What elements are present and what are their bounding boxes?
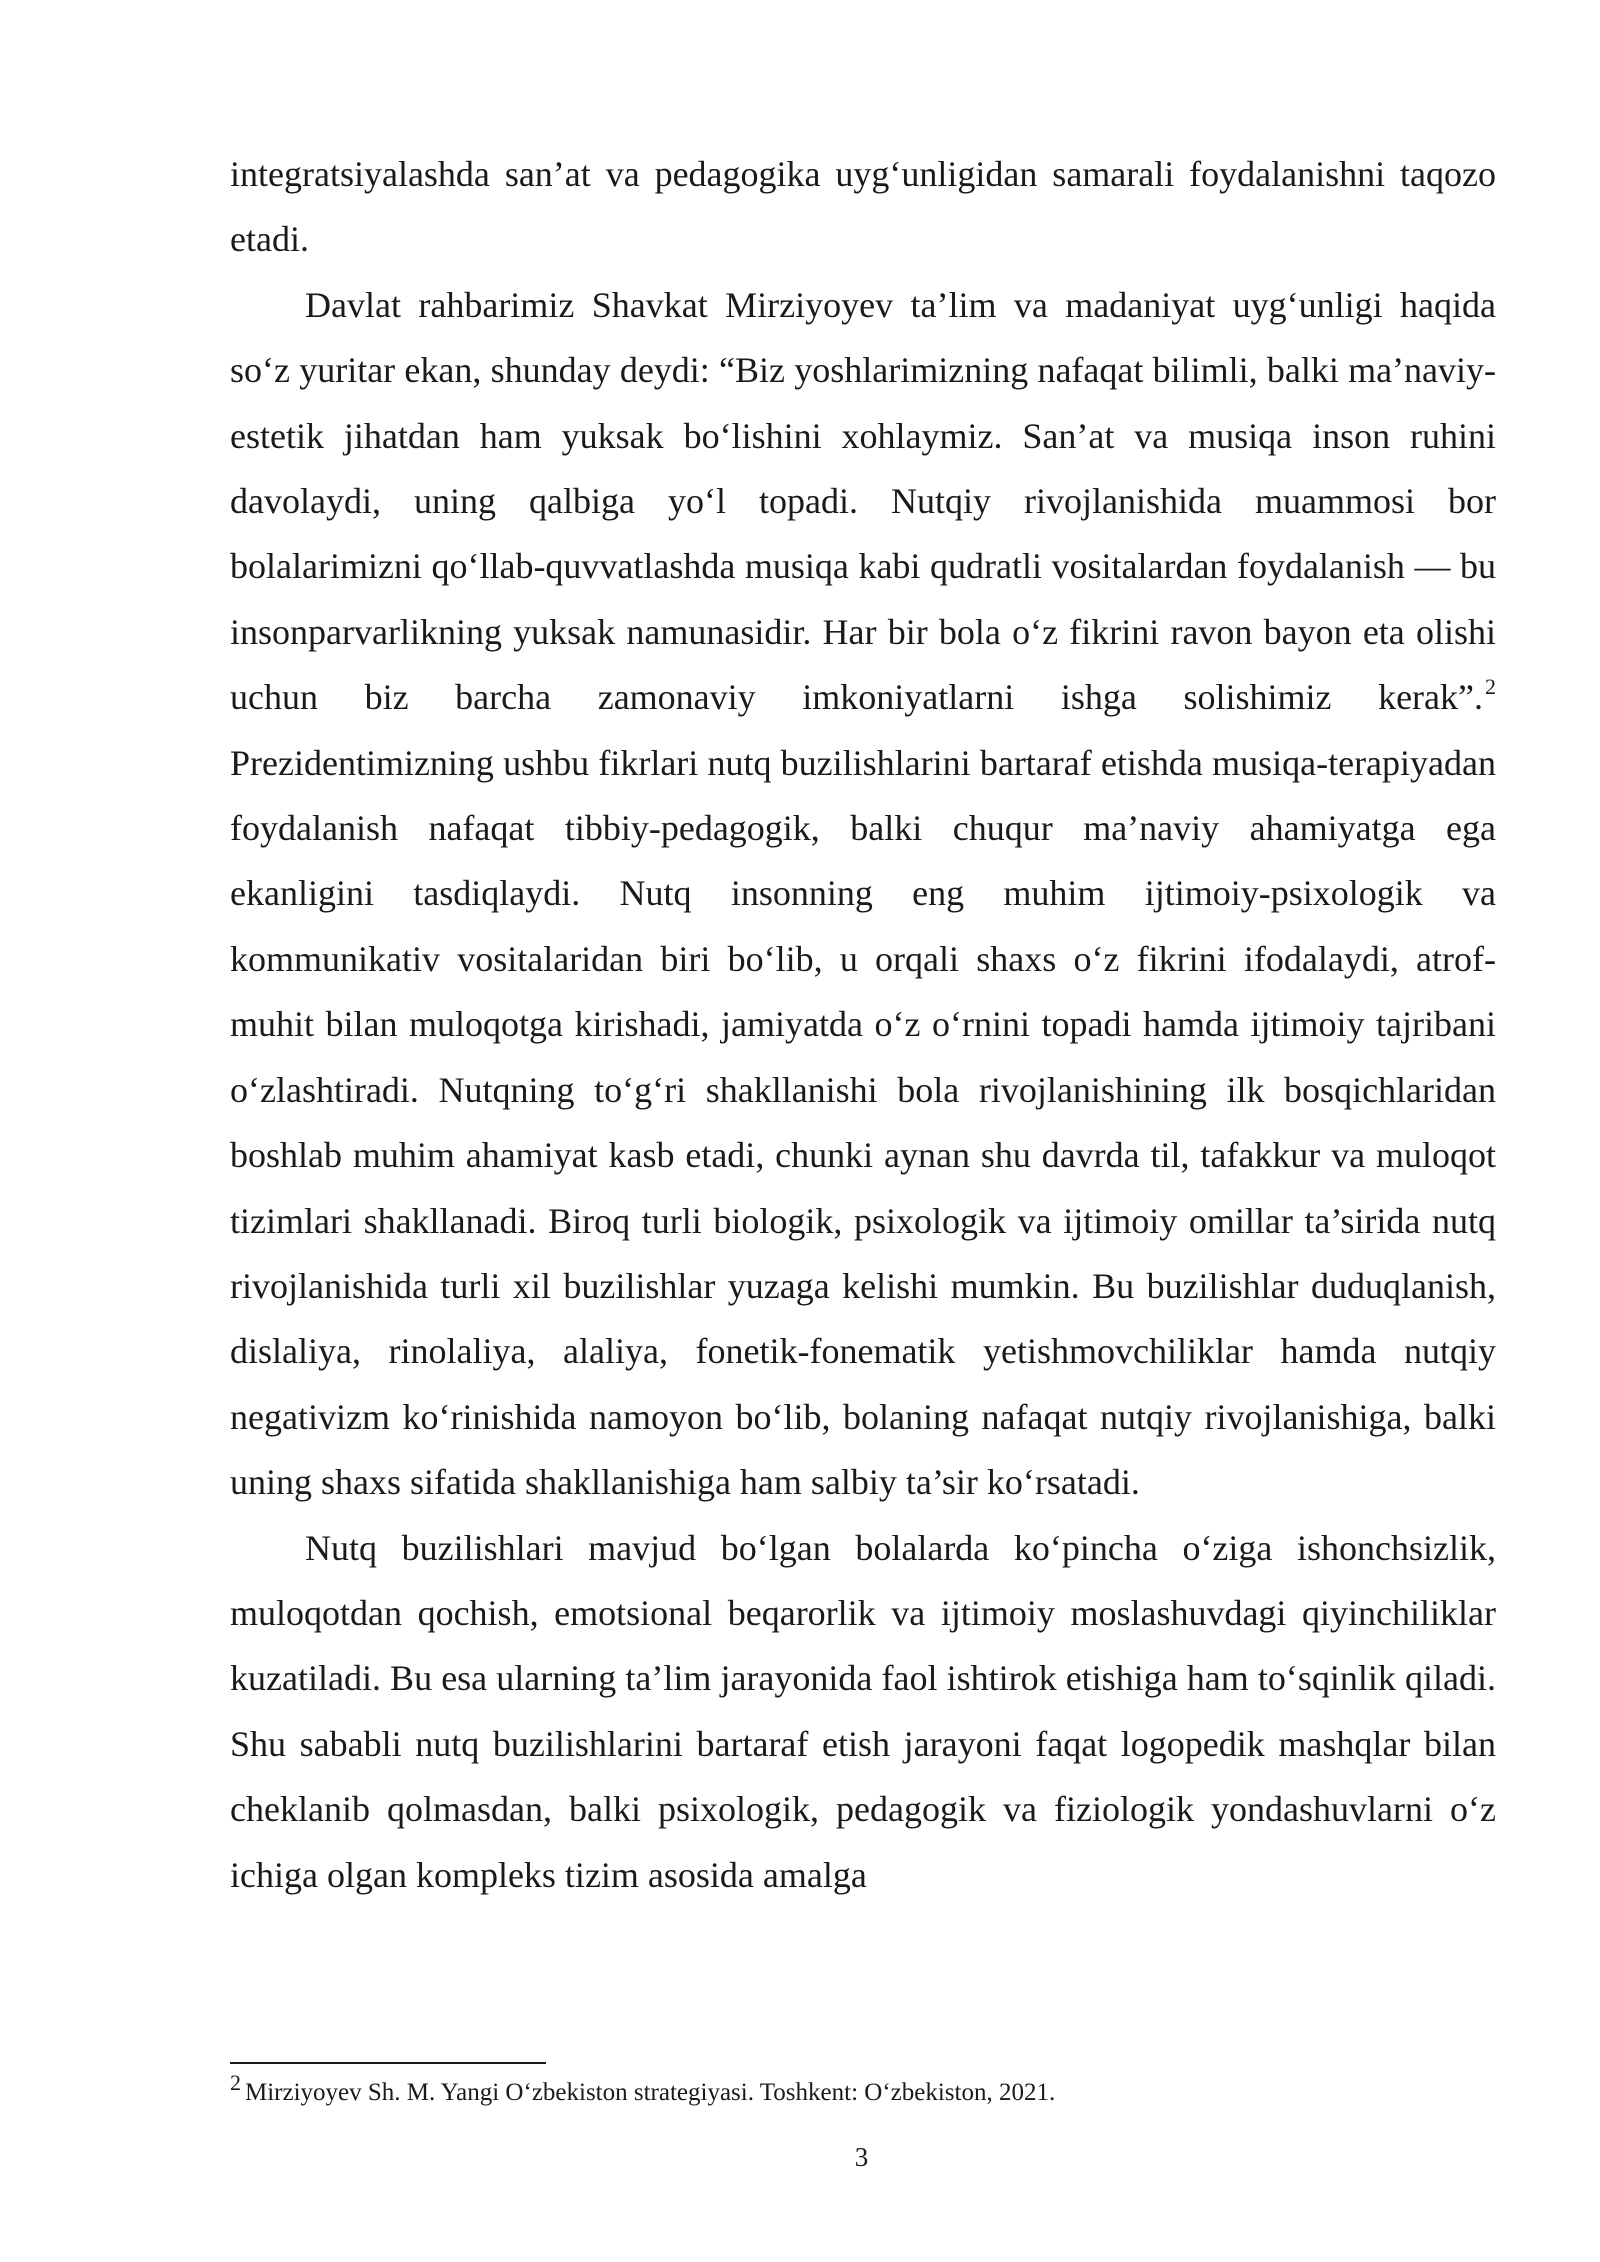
quote-commentary-text: Prezidentimizning ushbu fikrlari nutq buzilishlarini bartaraf etishda musiqa-terapiyadan foydalanish nafaqat tibbiy-pedagogik, balki chuqur ma’naviy ahamiyatga ega ekanligini tasdiqlaydi. Nutq insonning eng muhim ijtimoiy-psixologik va kommunikativ vositalaridan biri bo‘lib, u orqali shaxs o‘z fikrini ifodalaydi, atrof-muhit bilan muloqotga kirishadi, jamiyatda o‘z o‘rnini topadi hamda ijtimoiy tajribani o‘zlashtiradi. Nutqning to‘g‘ri shakllanishi bola rivojlanishining ilk bosqichlaridan boshlab muhim ahamiyat kasb etadi, chunki aynan shu davrda til, tafakkur va muloqot tizimlari shakllanadi. Biroq turli biologik, psixologik va ijtimoiy omillar ta’sirida nutq rivojlanishida turli xil buzilishlar yuzaga kelishi mumkin. Bu buzilishlar duduqlanish, dislaliya, rinolaliya, alaliya, fonetik-fonematik yetishmovchiliklar hamda nutqiy negativizm ko‘rinishida namoyon bo‘lib, bolaning nafaqat nutqiy rivojlanishiga, balki uning shaxs sifatida shakllanishiga ham salbiy ta’sir ko‘rsatadi.	[230, 742, 1496, 1503]
footnote-marker: 2	[230, 2070, 241, 2095]
paragraph-president-quote	[230, 273, 1496, 1516]
paragraph-continuation: integratsiyalashda san’at va pedagogika uyg‘unligidan samarali foydalanishni taqozo etadi.	[230, 154, 1496, 260]
footnote-reference[interactable]: 2	[1485, 674, 1496, 700]
footnote-text: Mirziyoyev Sh. M. Yangi O‘zbekiston strategiyasi. Toshkent: O‘zbekiston, 2021.	[245, 2079, 1056, 2106]
page-number: 3	[854, 2142, 869, 2172]
document-body	[230, 142, 1496, 1908]
quote-text: Davlat rahbarimiz Shavkat Mirziyoyev ta’lim va madaniyat uyg‘unligi haqida so‘z yuritar ekan, shunday deydi: “Biz yoshlarimizning nafaqat bilimli, balki ma’naviy-estetik jihatdan ham yuksak bo‘lishini xohlaymiz. San’at va musiqa inson ruhini davolaydi, uning qalbiga yo‘l topadi. Nutqiy rivojlanishida muammosi bor bolalarimizni qo‘llab-quvvatlashda musiqa kabi qudratli vositalardan foydalanish — bu insonparvarlikning yuksak namunasidir. Har bir bola o‘z fikrini ravon bayon eta olishi uchun biz barcha zamonaviy imkoniyatlarni ishga solishimiz kerak”.	[230, 284, 1496, 718]
paragraph-speech-disorders: Nutq buzilishlari mavjud bo‘lgan bolalarda ko‘pincha o‘ziga ishonchsizlik, muloqotdan qochish, emotsional beqarorlik va ijtimoiy moslashuvdagi qiyinchiliklar kuzatiladi. Bu esa ularning ta’lim jarayonida faol ishtirok etishiga ham to‘sqinlik qiladi. Shu sababli nutq buzilishlarini bartaraf etish jarayoni faqat logopedik mashqlar bilan cheklanib qolmasdan, balki psixologik, pedagogik va fiziologik yondashuvlarni o‘z ichiga olgan kompleks tizim asosida amalga	[230, 1527, 1496, 1895]
footnote	[230, 2070, 1496, 2110]
footnote-separator	[230, 2062, 546, 2064]
